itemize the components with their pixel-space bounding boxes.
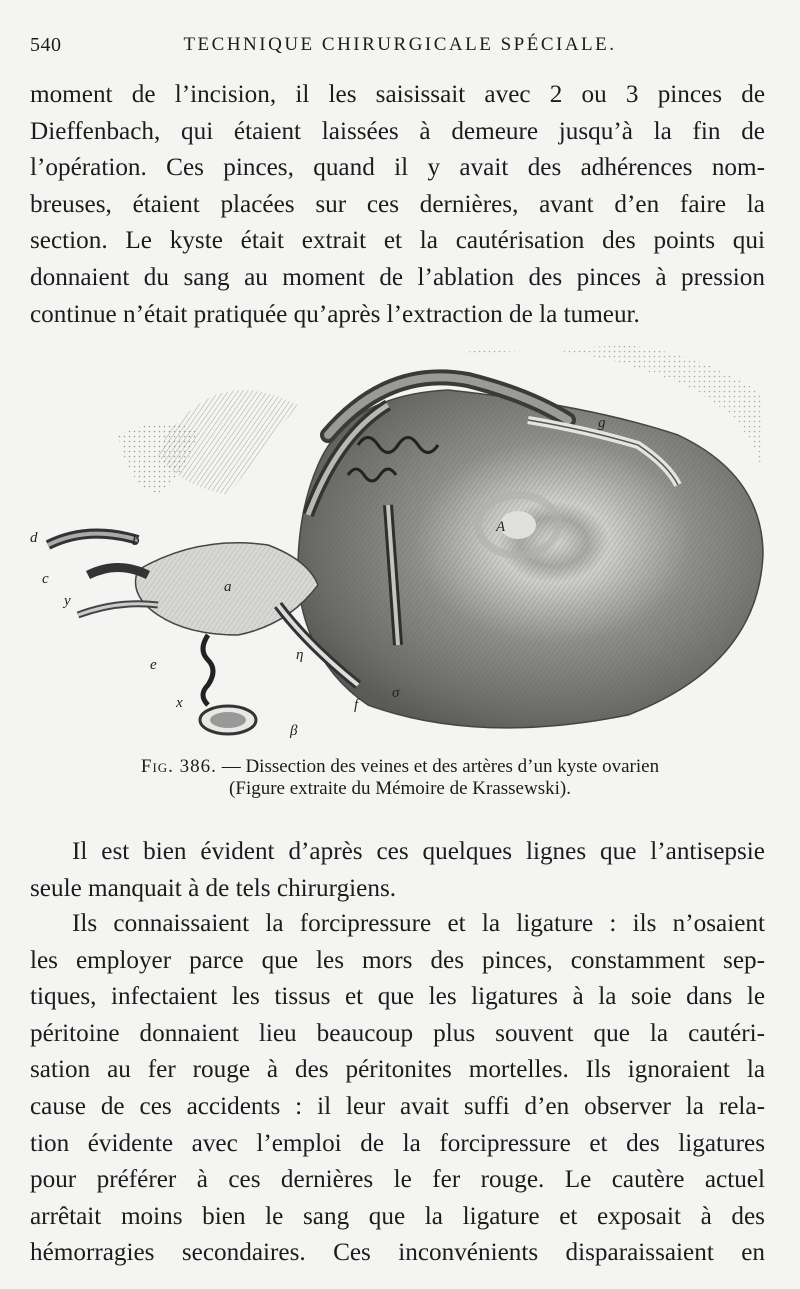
caption-line-2: (Figure extraite du Mémoire de Krassewski). [229,778,571,799]
text-line: cause de ces accidents : il leur avait suffi d’en observer la rela- [30,1092,765,1120]
running-title: TECHNIQUE CHIRURGICALE SPÉCIALE. [183,34,617,55]
paragraph-3 [30,906,765,1272]
figure-label-beta: β [290,723,298,739]
running-head [30,34,770,60]
ovarian-cyst-engraving [28,335,768,745]
text-line: continue n’était pratiquée qu’après l’extraction de la tumeur. [30,300,640,328]
text-line: donnaient du sang au moment de l’ablation des pinces à pression [30,263,765,291]
figure-386-illustration [28,335,768,745]
figure-label-e: e [150,657,157,673]
text-line: hémorragies secondaires. Ces inconvénients disparaissaient en [30,1239,765,1267]
figure-label-a: a [224,579,232,595]
text-line: section. Le kyste était extrait et la cautérisation des points qui [30,227,765,255]
figure-caption [60,756,740,800]
text-line: tion évidente avec l’emploi de la forcipressure et des ligatures [30,1129,765,1157]
figure-label-x: x [176,695,183,711]
figure-label-d: d [30,530,38,546]
text-line: arrêtait moins bien le sang que la ligature et exposait à des [30,1202,765,1230]
figure-label-c: c [42,571,49,587]
caption-line-1 [60,756,740,778]
text-line: moment de l’incision, il les saisissait avec 2 ou 3 pinces de [30,81,765,108]
text-line: les employer parce que les mors des pinces, constamment sep- [30,946,765,974]
caption-text: — Dissection des veines et des artères d’un kyste ovarien [221,756,660,777]
text-line: tiques, infectaient les tissus et que les ligatures à la soie dans le [30,983,765,1011]
page-number: 540 [30,34,62,56]
text-line: pour préférer à ces dernières le fer rouge. Le cautère actuel [30,1166,765,1194]
paragraph-1 [30,77,765,333]
text-line: l’opération. Ces pinces, quand il y avait des adhérences nom- [30,154,765,182]
figure-label-A: A [496,519,506,535]
paragraph-2 [30,834,765,907]
figure-label-g: g [598,415,606,431]
text-line: breuses, étaient placées sur ces dernières, avant d’en faire la [30,190,765,218]
figure-label-sigma: σ [392,685,400,701]
figure-label-y: y [64,593,71,609]
text-line: péritoine donnaient lieu beaucoup plus souvent que la cautéri- [30,1019,765,1047]
text-line: seule manquait à de tels chirurgiens. [30,874,397,902]
text-line: Il est bien évident d’après ces quelques lignes que l’antisepsie [72,838,765,865]
text-line: Ils connaissaient la forcipressure et la ligature : ils n’osaient [72,910,765,937]
figure-label-f: f [354,697,359,713]
figure-label-b: b [132,533,140,549]
figure-label-eta: η [296,647,304,663]
text-line: sation au fer rouge à des péritonites mortelles. Ils ignoraient la [30,1056,765,1084]
figure-number: Fig. 386. [140,756,217,777]
text-line: Dieffenbach, qui étaient laissées à demeure jusqu’à la fin de [30,117,765,145]
